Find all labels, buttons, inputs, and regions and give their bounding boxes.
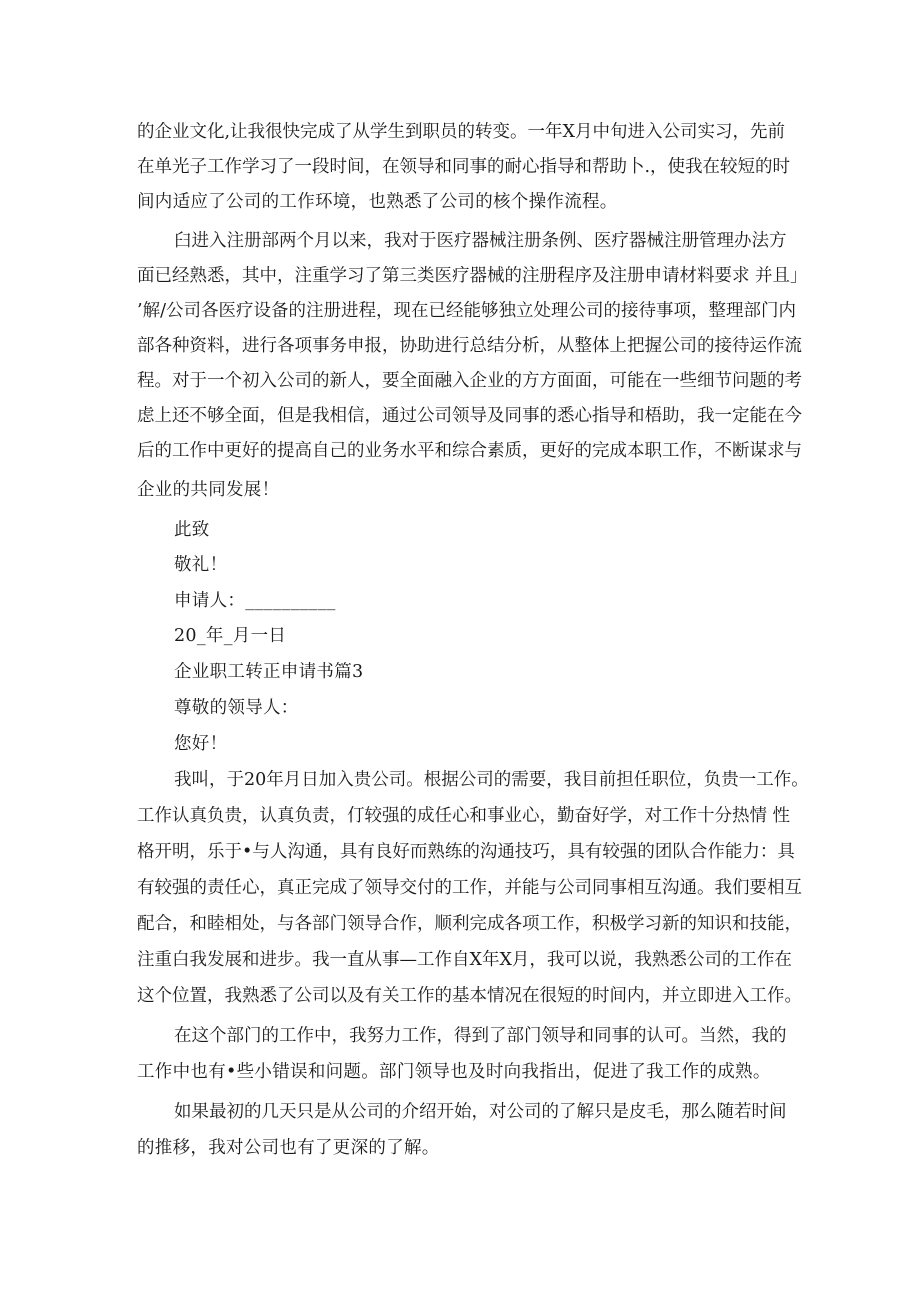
text-line: 我叫，于20年月日加入贵公司。根据公司的需要，我目前担任职位，负贵一工作。 — [174, 770, 809, 790]
text-line: 这个位置，我熟悉了公司以及有关工作的基本情况在很短的时间内，并立即进入工作。 — [137, 986, 802, 1006]
text-line: 注重白我发展和进步。我一直从事—工作自X年X月，我可以说，我熟悉公司的工作在 — [137, 950, 792, 970]
text-line: 如果最初的几天只是从公司的介绍开始，对公司的了解只是皮毛，那么随若时间 — [174, 1102, 787, 1122]
text-line: 的推移，我对公司也有了更深的了解。 — [137, 1138, 440, 1158]
text-line: 格开明，乐于•与人沟通，具有良好而熟练的沟通技巧，具有较强的团队合作能力：具 — [137, 842, 795, 862]
greeting-recipient: 尊敬的领导人： — [174, 698, 299, 718]
text-line: 企业的共同发展！ — [137, 480, 280, 500]
section-heading: 企业职工转正申请书篇3 — [174, 662, 364, 682]
date-line: 20_年_月一日 — [174, 626, 287, 646]
text-line: 臼进入注册部两个月以来，我对于医疗器械注册条例、医疗器械注册管理办法方 — [174, 231, 787, 251]
text-line: 有较强的责任心，真正完成了领导交付的工作，并能与公司同事相互沟通。我们要相互 — [137, 878, 802, 898]
signature-line: 申请人：__________ — [174, 591, 336, 611]
text-line: 后的工作中更好的提高自己的业务水平和综合素质，更好的完成本职工作，不断谋求与 — [137, 441, 802, 461]
text-line: 程。对于一个初入公司的新人，要全面融入企业的方方面面，可能在一些细节问题的考 — [137, 371, 802, 391]
closing-regards: 敬礼！ — [174, 555, 228, 575]
closing-salutation: 此致 — [174, 520, 210, 540]
text-line: 配合，和睦相处，与各部门领导合作，顺利完成各项工作，积极学习新的知识和技能， — [137, 914, 802, 934]
text-line: 工作认真负贵，认真负责，仃较强的成任心和事业心，勤奋好学，对工作十分热情 性 — [137, 806, 791, 826]
text-line: 在这个部门的工作中，我努力工作，得到了部门领导和同事的认可。当然，我的 — [174, 1026, 787, 1046]
text-line: 面已经熟悉，其中，注重学习了第三类医疗器械的注册程序及注册申请材料要求 并且」 — [137, 266, 808, 286]
text-line: 的企业文化,让我很快完成了从学生到职员的转变。一年X月中旬进入公司实习，先前 — [137, 122, 786, 142]
text-line: 部各种资料，进行各项事务申报，协助进行总结分析，从整体上把握公司的接待运作流 — [137, 336, 802, 356]
text-line: 虑上还不够全面，但是我相信，通过公司领导及同事的悉心指导和梧助，我一定能在今 — [137, 406, 802, 426]
text-line: ’解/公司各医疗设备的注册进程，现在已经能够独立处理公司的接待事项，整理部门内 — [137, 301, 796, 321]
greeting: 您好！ — [174, 734, 228, 754]
text-line: 工作中也有•些小错误和问题。部门领导也及时向我指出，促进了我工作的成熟。 — [137, 1062, 771, 1082]
text-line: 间内适应了公司的工作环境，也熟悉了公司的核个操作流程。 — [137, 192, 618, 212]
text-line: 在单光子工作学习了一段时间，在领导和同事的耐心指导和帮助卜.，使我在较短的时 — [137, 157, 791, 177]
